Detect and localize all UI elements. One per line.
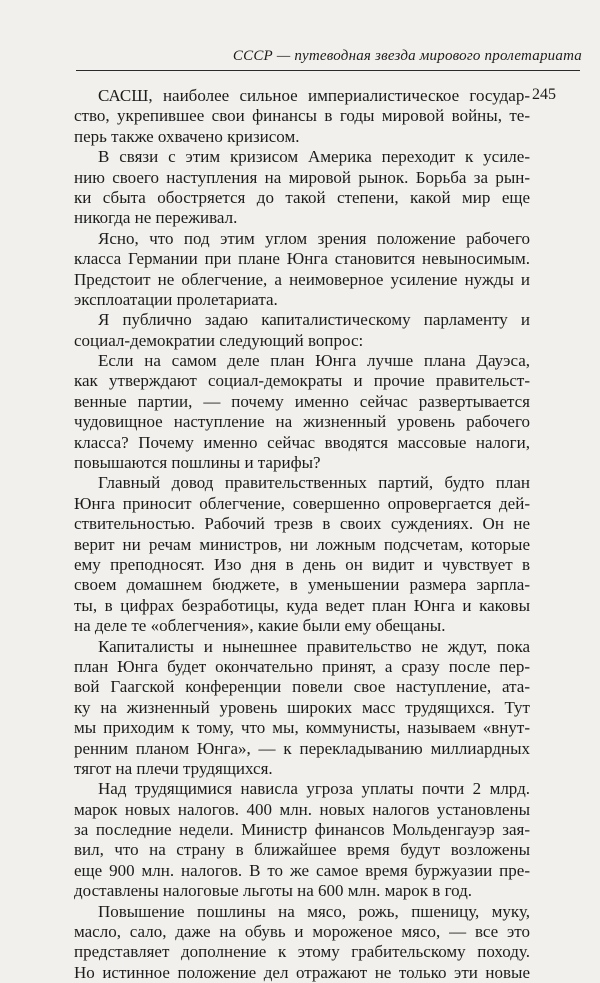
text-line: вил, что на страну в ближайшее время будут возложены	[74, 840, 530, 860]
text-line: еще 900 млн. налогов. В то же самое время буржуазии пре-	[74, 860, 530, 880]
text-line: представляет дополнение к этому грабительскому походу.	[74, 942, 530, 962]
text-line: нию своего наступления на мировой рынок. Борьба за рын-	[74, 167, 530, 187]
text-line: Но истинное положение дел отражают не только эти новые	[74, 962, 530, 982]
text-line: никогда не переживал.	[74, 208, 238, 228]
text-line: как утверждают социал-демократы и прочие правительст-	[74, 371, 530, 391]
text-line: масло, сало, даже на обувь и мороженое мясо, — все это	[74, 922, 530, 942]
text-line: перь также охвачено кризисом.	[74, 126, 300, 146]
text-line: Юнга приносит облегчение, совершенно опровергается дей-	[74, 493, 530, 513]
text-line: ренним планом Юнга», — к перекладыванию миллиардных	[74, 738, 530, 758]
text-line: верит ни речам министров, ни ложным подсчетам, которые	[74, 534, 530, 554]
text-line: план Юнга будет окончательно принят, а сразу после пер-	[74, 656, 530, 676]
text-line: Главный довод правительственных партий, будто план	[98, 473, 530, 493]
text-line: класса Германии при плане Юнга становится невыносимым.	[74, 249, 530, 269]
text-line: Ясно, что под этим углом зрения положение рабочего	[98, 228, 530, 248]
text-line: за последние недели. Министр финансов Мольденгауэр зая-	[74, 820, 530, 840]
text-line: доставлены налоговые льготы на 600 млн. марок в год.	[74, 881, 473, 901]
text-line: на деле те «облегчения», какие были ему обещаны.	[74, 616, 446, 636]
text-line: ки сбыта обостряется до такой степени, какой мир еще	[74, 187, 530, 207]
body-text	[74, 86, 530, 983]
text-line: Повышение пошлины на мясо, рожь, пшеницу, муку,	[98, 901, 530, 921]
text-line: класса? Почему именно сейчас вводятся массовые налоги,	[74, 432, 530, 452]
text-line: своем домашнем бюджете, в уменьшении размера зарпла-	[74, 575, 530, 595]
running-header: СССР — путеводная звезда мирового пролетариата	[232, 48, 582, 64]
text-line: марок новых налогов. 400 млн. новых налогов установлены	[74, 799, 530, 819]
text-line: вой Гаагской конференции повели свое наступление, ата-	[74, 677, 530, 697]
text-line: эксплоатации пролетариата.	[74, 289, 278, 309]
text-line: Я публично задаю капиталистическому парламенту и	[98, 310, 530, 330]
text-line: ему преподносят. Изо дня в день он видит и чувствует в	[74, 554, 530, 574]
text-line: мы приходим к тому, что мы, коммунисты, называем «внут-	[74, 718, 530, 738]
header-rule	[76, 70, 580, 71]
text-line: ку на жизненный уровень широких масс трудящихся. Тут	[74, 697, 530, 717]
text-line: социал-демократии следующий вопрос:	[74, 330, 364, 350]
text-line: чудовищное наступление на жизненный уровень рабочего	[74, 412, 530, 432]
text-line: повышаются пошлины и тарифы?	[74, 453, 321, 473]
text-line: Над трудящимися нависла угроза уплаты почти 2 млрд.	[98, 779, 530, 799]
text-line: ство, укрепившее свои финансы в годы мировой войны, те-	[74, 106, 530, 126]
text-line: Капиталисты и нынешнее правительство не ждут, пока	[98, 636, 530, 656]
text-line: Если на самом деле план Юнга лучше плана Дауэса,	[98, 351, 530, 371]
text-line: САСШ, наиболее сильное империалистическое государ-	[98, 86, 530, 105]
text-line: ствительностью. Рабочий трезв в своих суждениях. Он не	[74, 514, 530, 534]
page-number: 245	[532, 86, 556, 103]
text-line: венные партии, — почему именно сейчас развертывается	[74, 391, 530, 411]
text-line: тягот на плечи трудящихся.	[74, 758, 273, 778]
text-line: ты, в цифрах безработицы, куда ведет план Юнга и каковы	[74, 595, 530, 615]
text-line: В связи с этим кризисом Америка переходит к усиле-	[98, 147, 530, 167]
text-line: Предстоит не облегчение, а неимоверное усиление нужды и	[74, 269, 530, 289]
